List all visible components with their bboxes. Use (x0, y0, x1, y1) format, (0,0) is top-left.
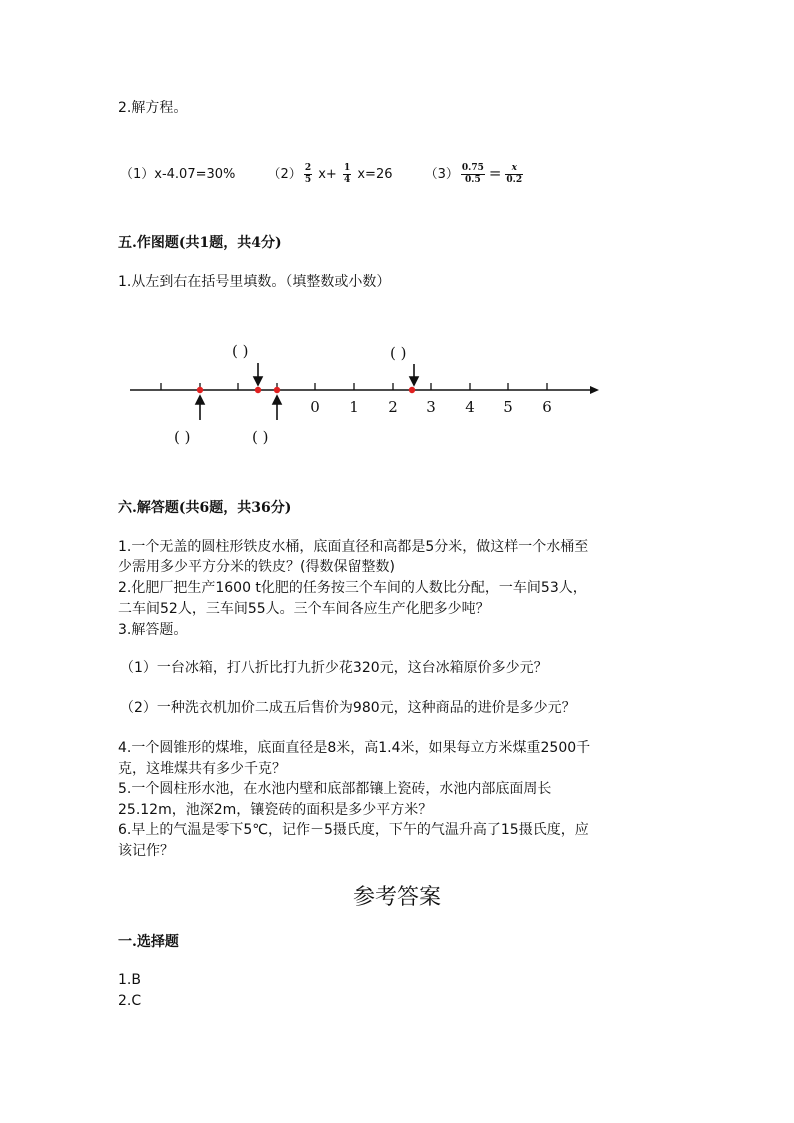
section-6-q3: 3.解答题。 (118, 622, 188, 638)
answer-2: 2.C (118, 993, 142, 1009)
question-2-heading: 2.解方程。 (118, 100, 188, 116)
tick-label-5: 5 (503, 398, 513, 416)
down-arrow-right-head (410, 377, 418, 385)
section-6-q2-line2: 二车间52人，三车间55人。三个车间各应生产化肥多少吨？ (118, 601, 490, 617)
bracket-bottom-left: ( ) (174, 428, 191, 446)
point-c (274, 387, 280, 393)
answers-title: 参考答案 (352, 885, 441, 910)
equation-3: （3） $\frac{0.75}{0.5}$ = $\frac{x}{0.2}$ (424, 163, 523, 185)
point-b (255, 387, 261, 393)
equation-2: （2） $\frac{2}{5}$ x+ $\frac{1}{4}$ x=26 (267, 163, 393, 185)
bracket-top-left: ( ) (232, 342, 249, 360)
section-6-q4-line1: 4.一个圆锥形的煤堆，底面直径是8米，高1.4米，如果每立方米煤重2500千 (118, 740, 591, 756)
equation-1: （1）x-4.07=30% (120, 167, 236, 182)
tick-label-1: 1 (349, 398, 359, 416)
tick-label-4: 4 (465, 398, 475, 416)
answer-1: 1.B (118, 972, 141, 988)
number-line-diagram (120, 330, 610, 450)
up-arrow-middle-head (273, 396, 281, 404)
section-6-q6-line2: 该记作？ (118, 843, 174, 859)
bracket-top-right: ( ) (390, 344, 407, 362)
section-6-heading: 六.解答题(共6题，共36分) (118, 500, 292, 516)
section-6-q3-part2: （2）一种洗衣机加价二成五后售价为980元，这种商品的进价是多少元？ (120, 700, 576, 716)
section-6-q2-line1: 2.化肥厂把生产1600 t化肥的任务按三个车间的人数比分配，一车间53人， (118, 580, 587, 596)
section-6-q5-line2: 25.12m，池深2m，镶瓷砖的面积是多少平方米？ (118, 802, 433, 818)
section-5-question-1: 1.从左到右在括号里填数。（填整数或小数） (118, 274, 391, 290)
fraction-x-02: $\frac{x}{0.2}$ (506, 163, 523, 185)
down-arrow-left-head (254, 377, 262, 385)
section-6-q3-part1: （1）一台冰箱，打八折比打九折少花320元，这台冰箱原价多少元？ (120, 660, 548, 676)
point-d (409, 387, 415, 393)
tick-marks (161, 383, 547, 390)
section-6-q4-line2: 克，这堆煤共有多少千克？ (118, 761, 286, 777)
bracket-bottom-middle: ( ) (252, 428, 269, 446)
tick-label-2: 2 (388, 398, 398, 416)
up-arrow-left-head (196, 396, 204, 404)
fraction-1-4: $\frac{1}{4}$ (343, 163, 351, 185)
tick-label-3: 3 (426, 398, 436, 416)
answers-section-1-heading: 一.选择题 (118, 934, 179, 950)
axis-arrowhead (590, 386, 599, 394)
section-6-q1-line2: 少需用多少平方分米的铁皮？(得数保留整数) (118, 559, 395, 575)
tick-label-6: 6 (542, 398, 552, 416)
fraction-075-05: $\frac{0.75}{0.5}$ (461, 163, 484, 185)
tick-label-0: 0 (310, 398, 320, 416)
equations-row (120, 160, 525, 188)
section-6-q1-line1: 1.一个无盖的圆柱形铁皮水桶，底面直径和高都是5分米，做这样一个水桶至 (118, 539, 589, 555)
fraction-2-5: $\frac{2}{5}$ (304, 163, 312, 185)
section-5-heading: 五.作图题(共1题，共4分) (118, 235, 282, 251)
section-6-q6-line1: 6.早上的气温是零下5℃，记作－5摄氏度，下午的气温升高了15摄氏度，应 (118, 822, 589, 838)
point-a (197, 387, 203, 393)
section-6-q5-line1: 5.一个圆柱形水池，在水池内壁和底部都镶上瓷砖，水池内部底面周长 (118, 781, 552, 797)
